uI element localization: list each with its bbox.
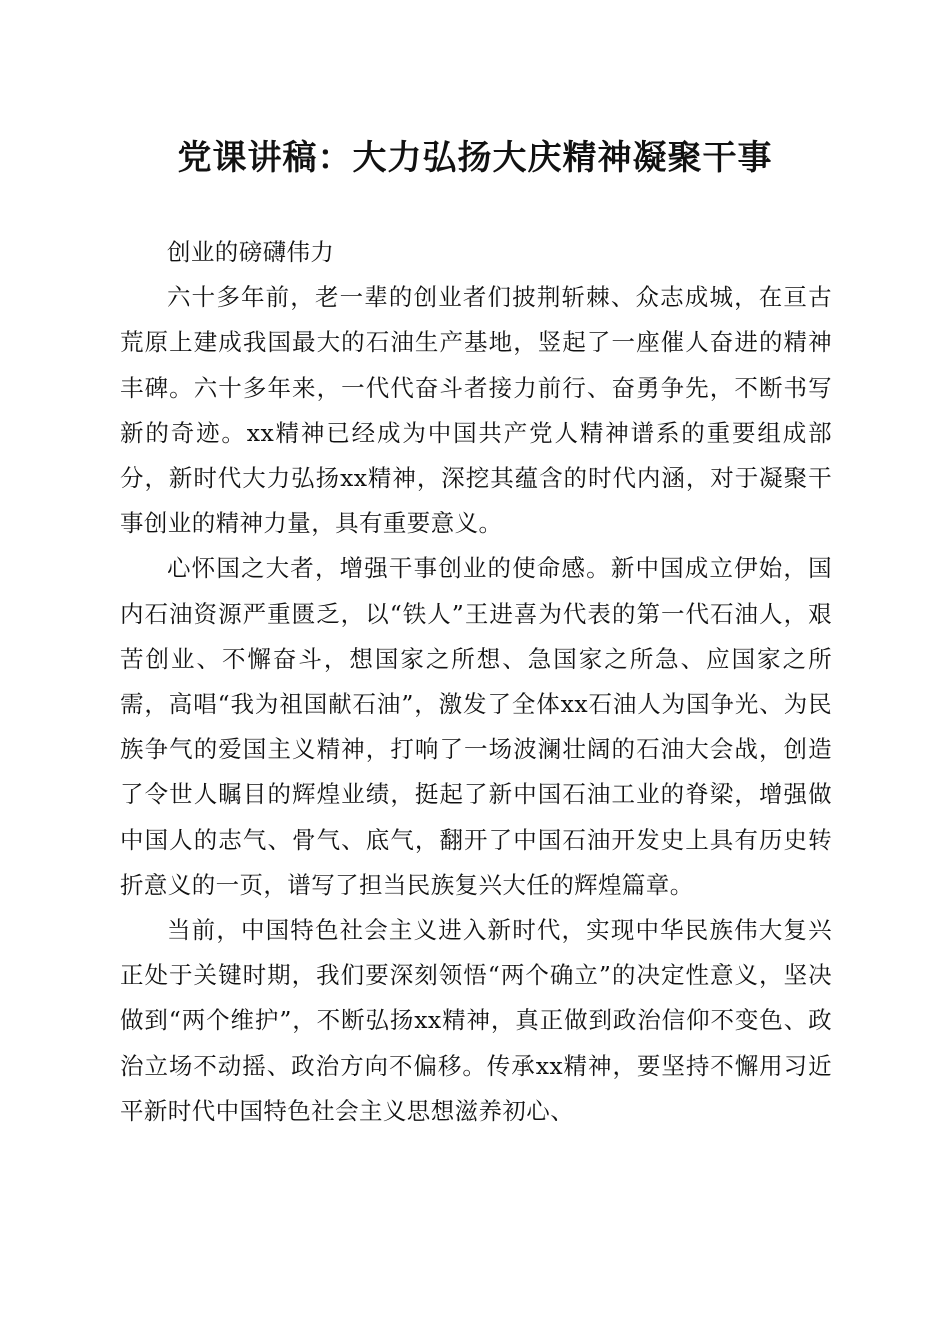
document-title: 党课讲稿：大力弘扬大庆精神凝聚干事 bbox=[177, 138, 773, 178]
paragraph-2: 心怀国之大者，增强干事创业的使命感。新中国成立伊始，国内石油资源严重匮乏，以“铁人”王进喜为代表的第一代石油人，艰苦创业、不懈奋斗，想国家之所想、急国家之所急、应国家之所需，高唱“我为祖国献石油”，激发了全体xx石油人为国争光、为民族争气的爱国主义精神，打响了一场波澜壮阔的石油大会战，创造了令世人瞩目的辉煌业绩，挺起了新中国石油工业的脊梁，增强做中国人的志气、骨气、底气，翻开了中国石油开发史上具有历史转折意义的一页，谱写了担当民族复兴大任的辉煌篇章。 bbox=[120, 554, 832, 899]
document-body bbox=[120, 230, 832, 1134]
paragraph-1: 六十多年前，老一辈的创业者们披荆斩棘、众志成城，在亘古荒原上建成我国最大的石油生产基地，竖起了一座催人奋进的精神丰碑。六十多年来，一代代奋斗者接力前行、奋勇争先，不断书写新的奇迹。xx精神已经成为中国共产党人精神谱系的重要组成部分，新时代大力弘扬xx精神，深挖其蕴含的时代内涵，对于凝聚干事创业的精神力量，具有重要意义。 bbox=[120, 283, 832, 538]
paragraph-3: 当前，中国特色社会主义进入新时代，实现中华民族伟大复兴正处于关键时期，我们要深刻领悟“两个确立”的决定性意义，坚决做到“两个维护”，不断弘扬xx精神，真正做到政治信仰不变色、政治立场不动摇、政治方向不偏移。传承xx精神，要坚持不懈用习近平新时代中国特色社会主义思想滋养初心、 bbox=[120, 916, 832, 1125]
paragraph-subtitle: 创业的磅礴伟力 bbox=[167, 238, 335, 266]
